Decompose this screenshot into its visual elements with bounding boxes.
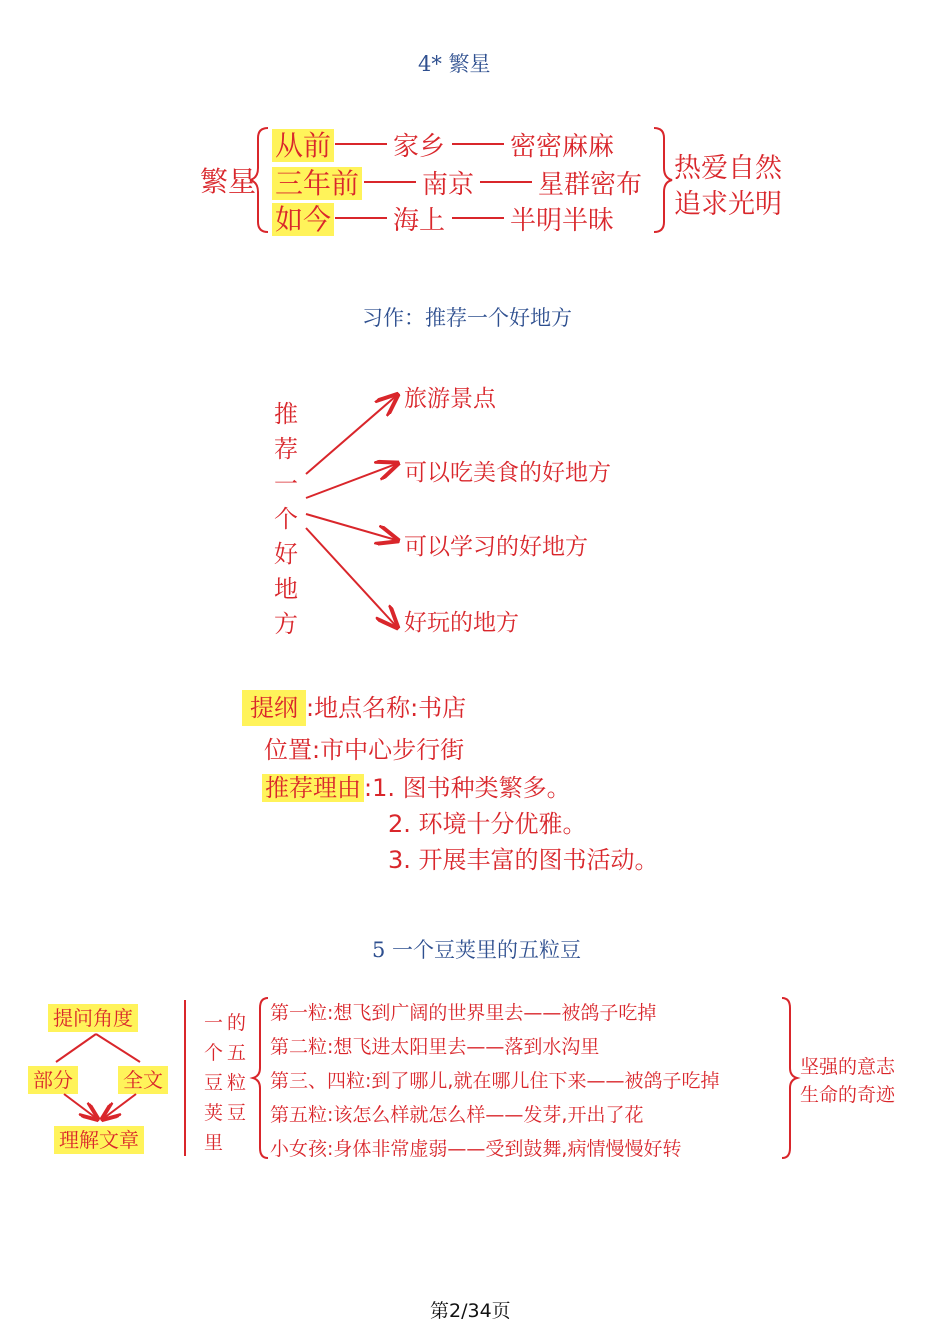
branch-2: 可以吃美食的好地方 [404,460,611,486]
bean-item-4: 第五粒:该怎么样就怎么样——发芽,开出了花 [270,1104,644,1126]
reasons-label: 推荐理由 [262,774,364,802]
fanxing-root: 繁星 [200,165,257,198]
bean-item-2: 第二粒:想飞进太阳里去——落到水沟里 [270,1036,600,1058]
vertical-char: 地 [274,575,298,603]
part-label: 部分 [28,1064,78,1093]
vertical-char: 个 [274,505,298,533]
row2-desc: 星群密布 [538,170,643,200]
page-number: 第2/34页 [430,1300,511,1322]
section1-summary-2: 追求光明 [674,189,782,220]
section1-summary-1: 热爱自然 [674,153,782,184]
reason-3: 3. 开展丰富的图书活动。 [388,846,659,874]
understand-label: 理解文章 [54,1124,144,1153]
reason-2: 2. 环境十分优雅。 [388,810,587,838]
vertical-char: 荐 [274,435,298,463]
section3-summary-2: 生命的奇迹 [800,1084,896,1106]
row2-place: 南京 [422,170,475,200]
branch-1: 旅游景点 [404,386,496,412]
row1-place: 家乡 [393,132,446,162]
row2-time: 三年前 [272,162,362,202]
bean-item-1: 第一粒:想飞到广阔的世界里去——被鸽子吃掉 [270,1002,657,1024]
vertical-title-row: 一的 [204,1012,251,1034]
vertical-char: 好 [274,540,298,568]
section3-summary-1: 坚强的意志 [800,1056,896,1078]
left-divider [184,1000,186,1156]
vertical-title-row: 豆粒 [204,1072,251,1094]
outline-value: :地点名称:书店 [306,694,467,722]
row3-desc: 半明半昧 [510,206,615,236]
row3-time: 如今 [272,198,334,238]
branch-4: 好玩的地方 [404,610,519,636]
vertical-title-row: 个五 [204,1042,251,1064]
vertical-title-row: 里 [204,1132,228,1154]
section2-title: 习作：推荐一个好地方 [362,306,572,330]
vertical-char: 方 [274,610,298,638]
whole-label: 全文 [118,1064,168,1093]
bean-item-5: 小女孩:身体非常虚弱——受到鼓舞,病情慢慢好转 [270,1138,682,1160]
branch-3: 可以学习的好地方 [404,534,588,560]
bean-item-3: 第三、四粒:到了哪儿,就在哪儿住下来——被鸽子吃掉 [270,1070,720,1092]
outline-label: 提纲 [242,690,306,726]
section3-title: 5 一个豆荚里的五粒豆 [372,938,582,962]
section1-title: 4* 繁星 [418,52,491,76]
row1-desc: 密密麻麻 [510,132,615,162]
reason-1: :1. 图书种类繁多。 [364,774,571,802]
vertical-char: 一 [274,470,298,498]
row1-time: 从前 [272,124,334,164]
vertical-title-row: 荚豆 [204,1102,251,1124]
location-line: 位置:市中心步行街 [264,736,465,764]
vertical-char: 推 [274,400,298,428]
angle-label: 提问角度 [48,1002,138,1031]
row3-place: 海上 [393,206,446,236]
